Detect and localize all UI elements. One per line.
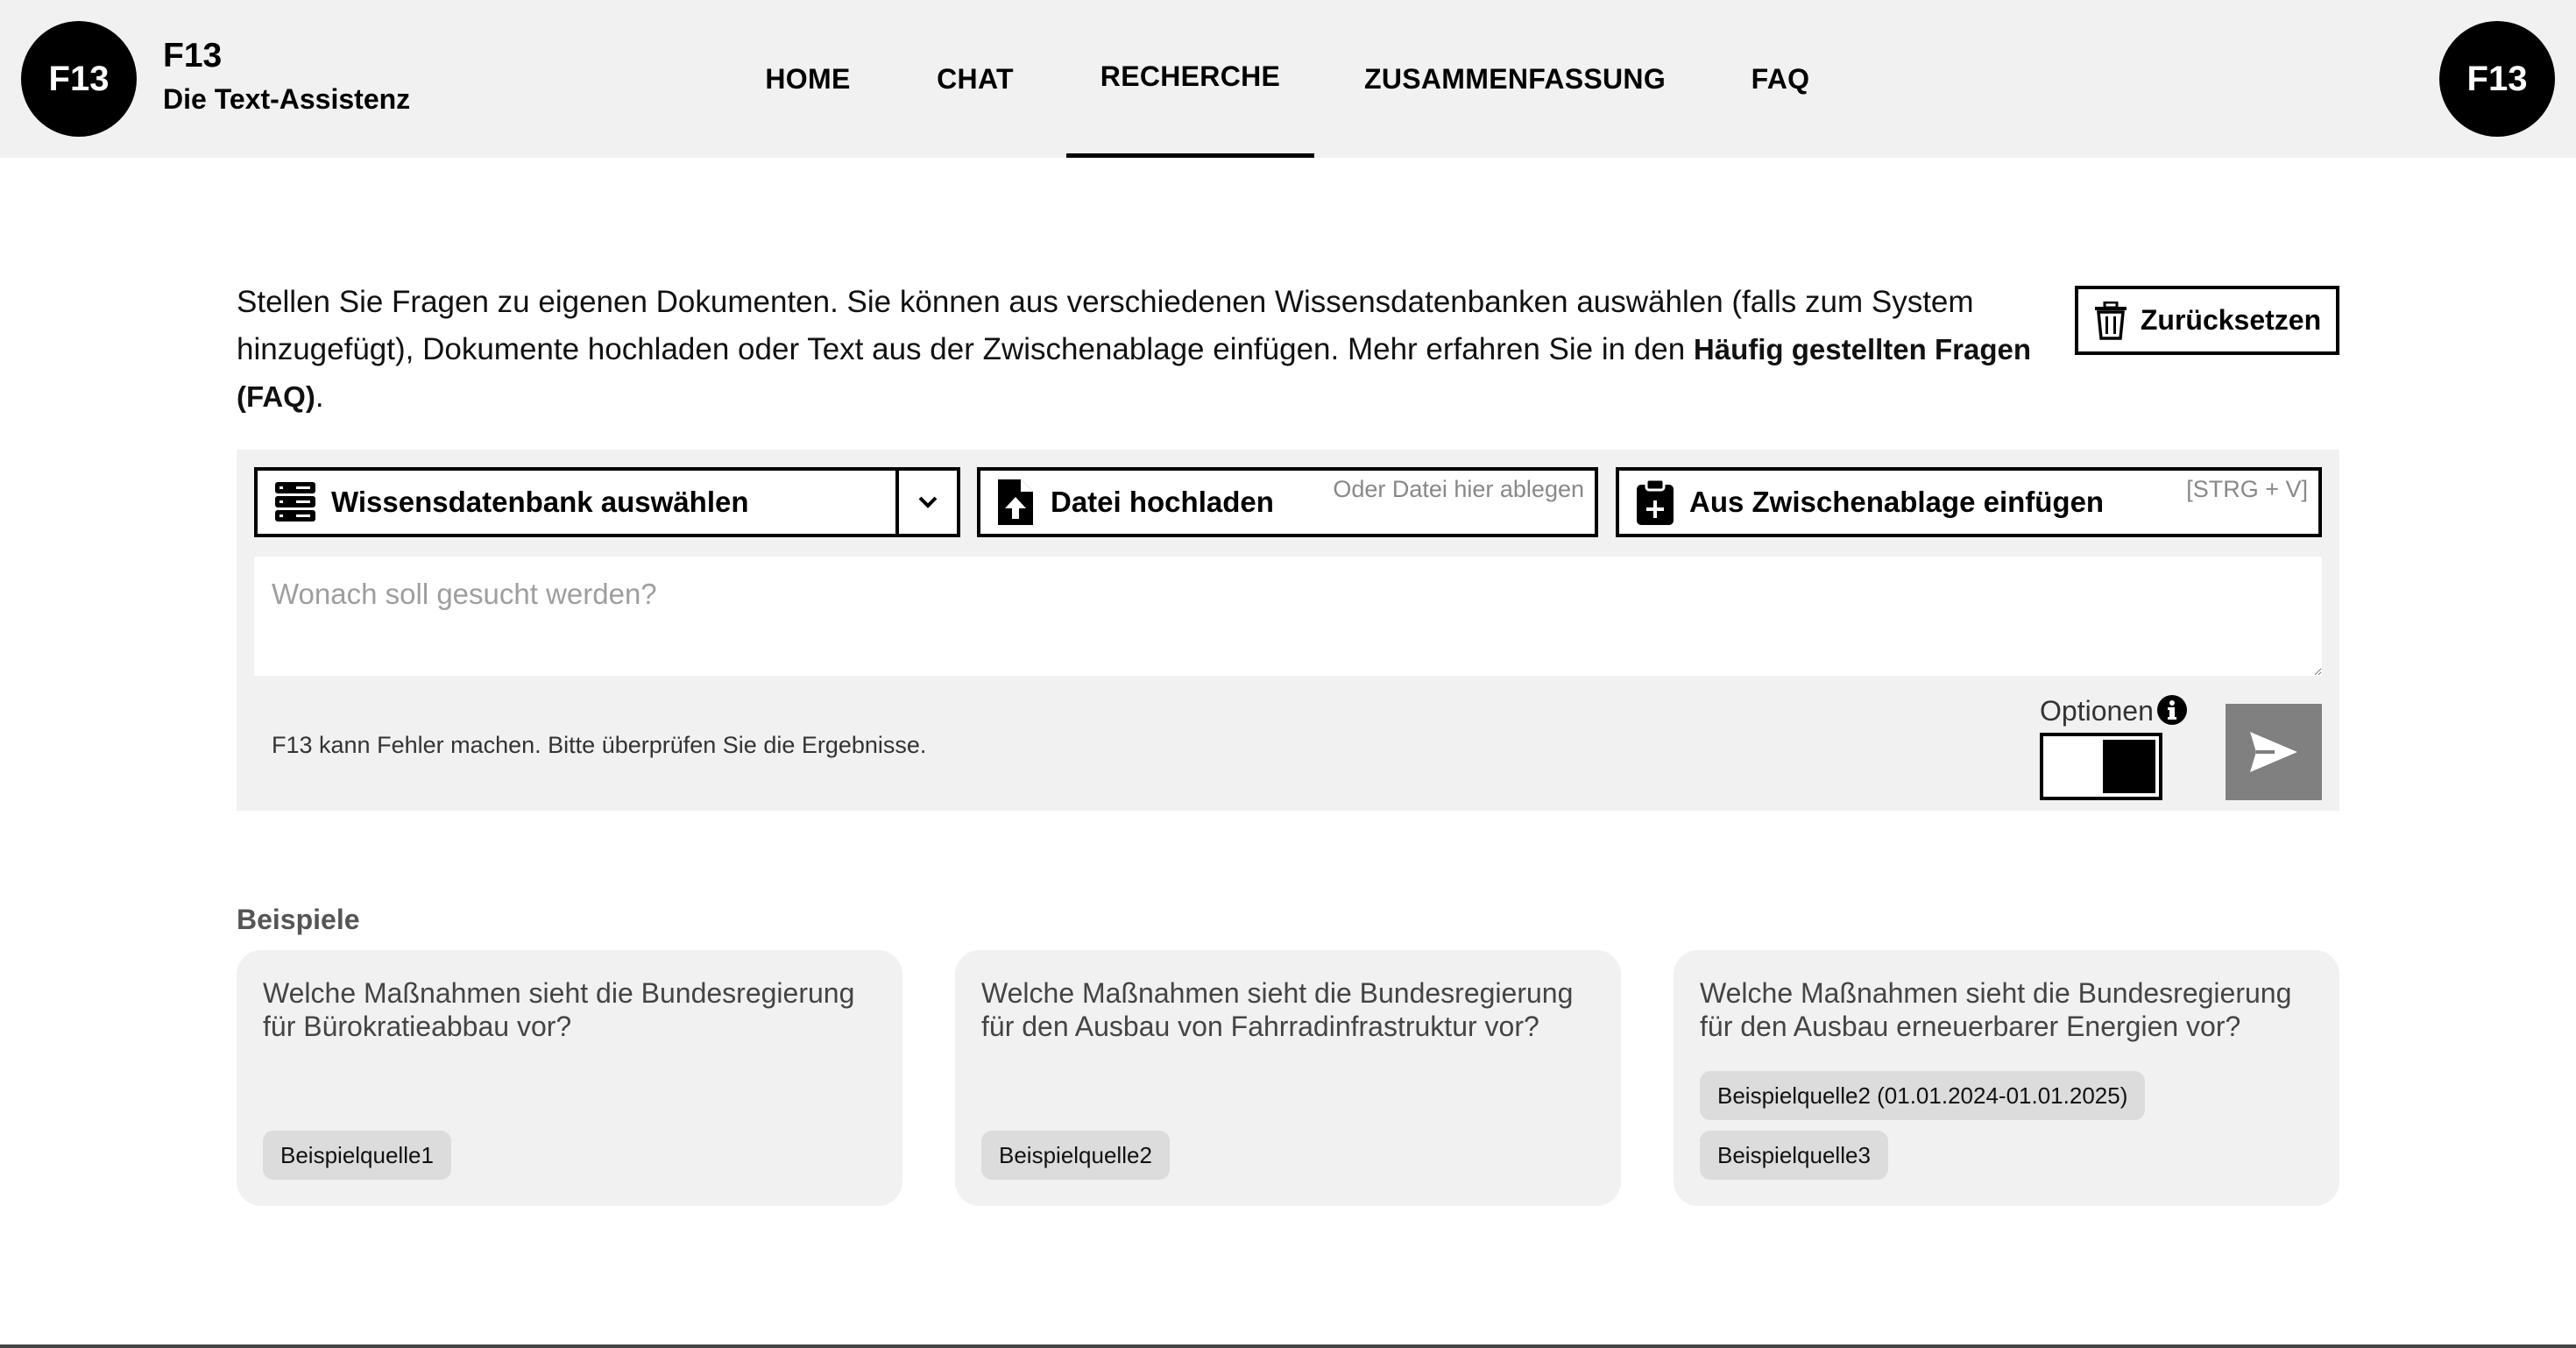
toggle-knob [2103,740,2155,793]
footer-divider [0,1344,2576,1348]
logo[interactable] [21,21,137,137]
send-icon [2248,730,2299,774]
search-query-input[interactable] [254,557,2322,676]
user-avatar[interactable] [2439,21,2555,137]
avatar-text: F13 [2466,59,2528,98]
file-drop-hint: Oder Datei hier ablegen [1333,476,1584,502]
faq-link[interactable]: Häufig gestellten Fragen (FAQ) [237,333,2031,413]
brand-subtitle: Die Text-Assistenz [163,83,411,115]
disclaimer-text: F13 kann Fehler machen. Bitte überprüfen Sie die Ergebnisse. [272,732,927,758]
knowledge-base-select[interactable] [254,467,960,537]
example-question: Welche Maßnahmen sieht die Bundesregierung für den Ausbau erneuerbarer Energien vor? [1700,977,2292,1042]
brand-title: F13 [163,37,223,74]
database-icon [273,480,317,524]
logo-text: F13 [48,59,110,98]
info-icon[interactable] [2157,695,2187,725]
intro-body: Stellen Sie Fragen zu eigenen Dokumenten. Sie können aus verschiedenen Wissensdatenbanken auswählen (falls zum System hinzugefügt), Dokumente hochladen oder Text aus der Zwischenablage einfügen. Mehr erfahren Sie in den [237,285,1974,366]
trash-icon [2093,302,2128,340]
example-question: Welche Maßnahmen sieht die Bundesregierung für den Ausbau von Fahrradinfrastruktur vor? [981,977,1574,1042]
paste-clipboard-button[interactable] [1616,467,2322,537]
source-chip: Beispielquelle1 [263,1131,451,1180]
file-upload-icon [998,479,1033,525]
nav-recherche[interactable]: RECHERCHE [1066,0,1314,158]
chevron-down-icon [918,496,938,508]
send-button[interactable] [2226,704,2322,800]
knowledge-base-label: Wissensdatenbank auswählen [331,486,749,518]
nav-chat[interactable]: CHAT [937,62,1014,95]
example-card[interactable] [955,950,1621,1206]
intro-suffix: . [315,380,324,414]
paste-clipboard-label: Aus Zwischenablage einfügen [1689,486,2105,518]
example-question: Welche Maßnahmen sieht die Bundesregierung für Bürokratieabbau vor? [263,977,855,1042]
nav-faq[interactable]: FAQ [1751,62,1810,95]
example-card[interactable] [237,950,902,1206]
knowledge-base-dropdown[interactable] [895,471,957,534]
file-upload-label: Datei hochladen [1051,486,1274,518]
nav-home[interactable]: HOME [765,62,851,95]
search-panel [237,450,2339,811]
paste-shortcut-hint: [STRG + V] [2186,476,2308,502]
source-chip: Beispielquelle3 [1700,1131,1888,1180]
source-chip: Beispielquelle2 [981,1131,1170,1180]
options-label: Optionen [2040,695,2154,727]
file-upload-button[interactable] [977,467,1598,537]
options-toggle[interactable] [2040,733,2162,800]
reset-button[interactable] [2075,286,2339,355]
reset-label: Zurücksetzen [2140,304,2322,336]
intro-text [237,279,2042,421]
nav-zusammenfassung[interactable]: ZUSAMMENFASSUNG [1363,62,1667,95]
source-chip: Beispielquelle2 (01.01.2024-01.01.2025) [1700,1071,2145,1120]
example-card[interactable] [1674,950,2339,1206]
header [0,0,2576,158]
clipboard-add-icon [1637,479,1674,525]
examples-title: Beispiele [237,904,360,935]
